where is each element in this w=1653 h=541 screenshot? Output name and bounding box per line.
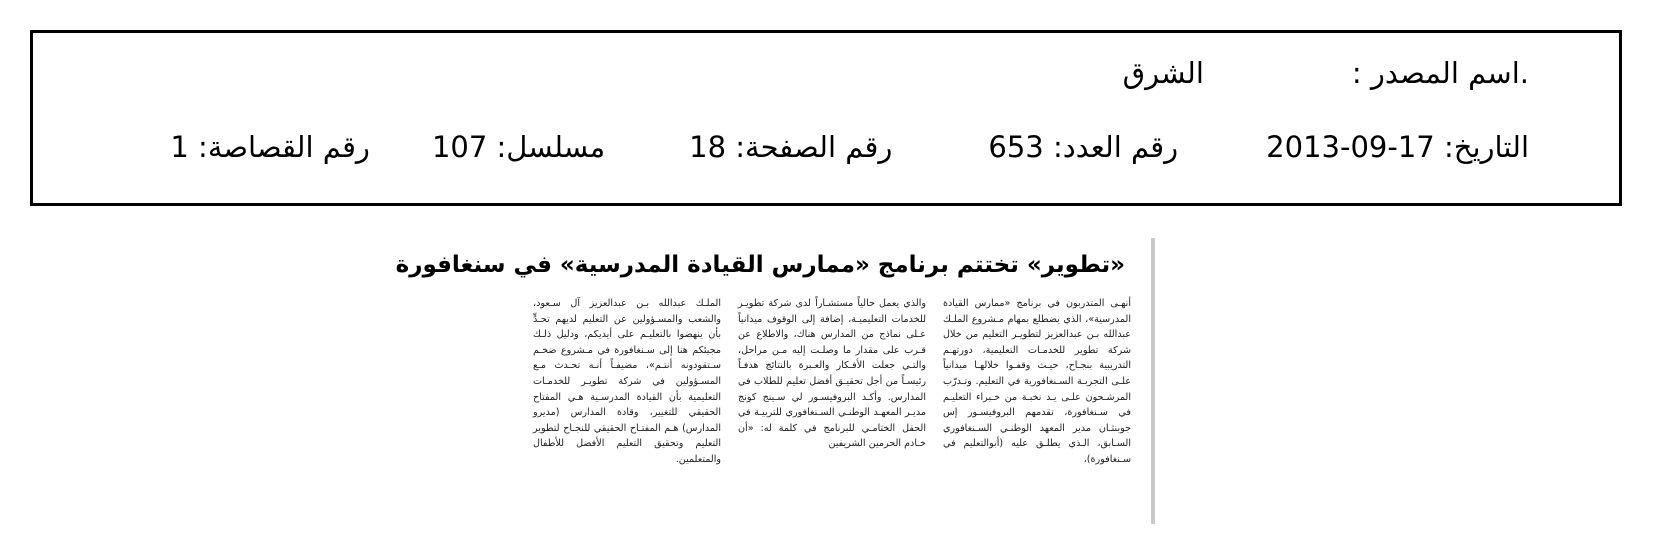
article-columns [533, 296, 1131, 518]
article-column-2-text: والذي يعمل حالياً مستشـاراً لدى شركة تطويـر للخدمات التعليميـة، إضافة إلى الوقوف ميدانياً عـلى نماذج من المدارس هناك، والاطلاع عن قـرب على مقدار ما وصلـت إليه مـن مراحل، والتـي جعلت الأفـكار والعـبرة بالنتائج هدفـاً رئيسـاً من أجل تحقيـق أفضل تعليم للطلاب في المدارس. وأكـد البروفيسـور لي سـينج كونج مديـر المعهـد الوطنـي السـنغافوري للتربيـة في الحفل الختامـي للبرنامج في كلمة له: «أن خـادم الحرمين الشريفين [738, 298, 926, 450]
date-field: التاريخ: 17-09-2013 [1266, 130, 1529, 164]
article-headline: «تطوير» تختتم برنامج «ممارس القيادة المدرسية» في سنغافورة [395, 252, 1125, 278]
article-column-2 [738, 296, 926, 518]
serial-field: مسلسل: 107 [431, 130, 606, 164]
page-number-field: رقم الصفحة: 18 [689, 130, 893, 164]
issue-number-field: رقم العدد: 653 [988, 130, 1179, 164]
source-value: الشرق [1122, 56, 1204, 90]
article-column-1-text: أنهـى المتدربون في برنامج «ممارس القيادة المدرسية»، الذي يضطلع بمهام مـشروع الملـك عبدالله بـن عبدالعزيز لتطويـر التعليم من خلال شركة تطوير للخدمـات التعليمية، دورتهـم التدريبية بنجـاح، حيـث وقفـوا خلالهـا ميدانياً علـى التجربـة السـنغافورية في التعليم. وتـدرّب المرشـحون علـى يـد نخبـة من خـبراء التعليـم في سـنغافورة، تقدمهم البروفيسـور إس جوبنثـان مدير المعهد الوطنـي السـنغافوري السـابق، الـذي يطلـق عليه (أبوالتعليم في سـنغافورة)، [943, 298, 1131, 465]
details-row [53, 127, 1529, 167]
article-column-1 [943, 296, 1131, 518]
newspaper-clipping [395, 238, 1155, 524]
metadata-box [30, 30, 1622, 206]
source-label: .اسم المصدر : [1351, 56, 1529, 90]
article-column-3 [533, 296, 721, 518]
article-column-3-text: الملـك عبدالله بـن عبدالعزيز آل سـعود، والشعب والمسـؤولين عن التعليم لديهم تحـدٍّ بأن ينهضوا بالتعليـم على أيديكم، ودليل ذلـك مجيئكم هنا إلى سـنغافورة في مـشروع ضخـم سـتقودونه أنتـم»، مضيفـاً أنـه تحـدث مـع المسـؤولين في شركة تطويـر للخدمـات التعليمية بأن القيادة المدرسـية هـي المفتاح الحقيقي للتغيير، وقادة المدارس (مديرو المدارس) هـم المفتـاح الحقيقي للنجـاح لتطوير التعليم وتحقيق التعليم الأفضل للأطفال والمتعلمين. [533, 298, 721, 465]
clip-number-field: رقم القصاصة: 1 [170, 130, 370, 164]
source-row [53, 53, 1529, 93]
